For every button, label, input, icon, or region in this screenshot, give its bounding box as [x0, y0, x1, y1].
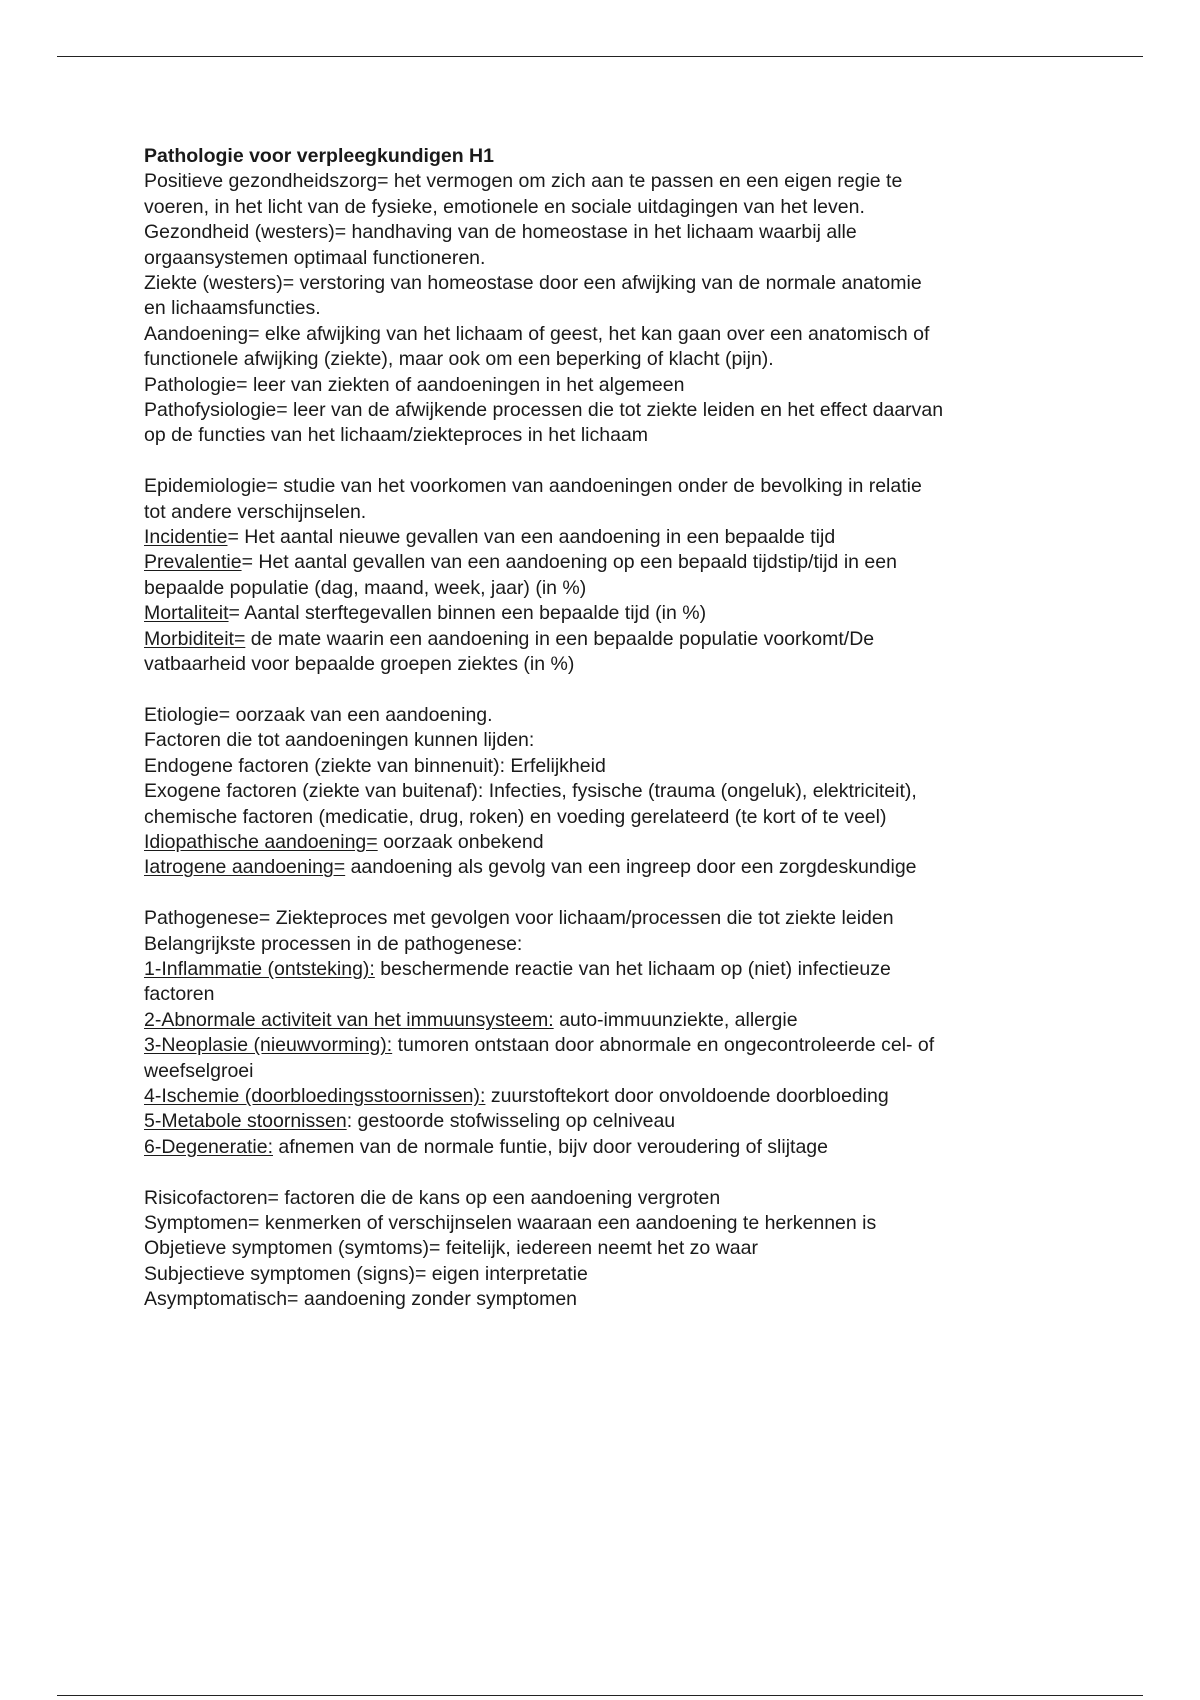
text-line: [144, 474, 1064, 499]
line-text: Symptomen= kenmerken of verschijnselen waaraan een aandoening te herkennen is: [144, 1212, 877, 1234]
text-line: [144, 576, 1064, 601]
text-line: [144, 932, 1064, 957]
line-text: Exogene factoren (ziekte van buitenaf): Infecties, fysische (trauma (ongeluk), elektriciteit),: [144, 780, 917, 803]
text-line: [144, 373, 1064, 398]
line-text: factoren: [144, 983, 215, 1006]
text-line: [144, 627, 1064, 652]
text-line: [144, 754, 1064, 779]
text-line: [144, 1262, 1064, 1287]
paragraph-gap: [144, 1160, 1064, 1185]
text-line: [144, 500, 1064, 525]
line-text: chemische factoren (medicatie, drug, roken) en voeding gerelateerd (te kort of te veel): [144, 805, 887, 828]
paragraph-gap: [144, 678, 1064, 703]
document-title: Pathologie voor verpleegkundigen H1: [144, 145, 494, 167]
footer-rule: [57, 1695, 1143, 1696]
line-text: Objetieve symptomen (symtoms)= feitelijk, iedereen neemt het zo waar: [144, 1237, 758, 1260]
text-line: [144, 906, 1064, 931]
line-text: Ziekte (westers)= verstoring van homeostase door een afwijking van de normale anatomie: [144, 272, 922, 295]
line-text: Pathofysiologie= leer van de afwijkende processen die tot ziekte leiden en het effect daarvan: [144, 399, 944, 422]
line-text: Pathologie= leer van ziekten of aandoeningen in het algemeen: [144, 373, 685, 396]
line-text: Factoren die tot aandoeningen kunnen lijden:: [144, 729, 535, 752]
line-text: oorzaak onbekend: [377, 830, 544, 853]
text-section: [144, 169, 1064, 448]
underlined-term: Incidentie: [144, 526, 228, 549]
line-text: afnemen van de normale funtie, bijv door veroudering of slijtage: [273, 1135, 828, 1158]
line-text: = Het aantal gevallen van een aandoening op een bepaald tijdstip/tijd in een: [241, 551, 897, 574]
text-line: [144, 728, 1064, 753]
line-text: Aandoening= elke afwijking van het lichaam of geest, het kan gaan over een anatomisch of: [144, 322, 930, 345]
line-text: Endogene factoren (ziekte van binnenuit): Erfelijkheid: [144, 754, 606, 777]
line-text: Epidemiologie= studie van het voorkomen van aandoeningen onder de bevolking in relatie: [144, 475, 922, 498]
underlined-term: 2-Abnormale activiteit van het immuunsysteem:: [144, 1008, 554, 1031]
underlined-term: Prevalentie: [144, 551, 242, 574]
text-line: [144, 322, 1064, 347]
line-text: aandoening als gevolg van een ingreep door een zorgdeskundige: [345, 856, 917, 879]
text-line: [144, 1109, 1064, 1134]
line-text: tot andere verschijnselen.: [144, 500, 367, 523]
underlined-term: Mortaliteit: [144, 602, 229, 625]
line-text: en lichaamsfuncties.: [144, 297, 321, 320]
text-line: [144, 652, 1064, 677]
line-text: beschermende reactie van het lichaam op (niet) infectieuze: [374, 957, 891, 980]
line-text: Risicofactoren= factoren die de kans op een aandoening vergroten: [144, 1186, 721, 1209]
paragraph-gap: [144, 881, 1064, 906]
text-line: [144, 423, 1064, 448]
line-text: orgaansystemen optimaal functioneren.: [144, 246, 486, 269]
text-line: [144, 398, 1064, 423]
underlined-term: 3-Neoplasie (nieuwvorming):: [144, 1034, 393, 1057]
underlined-term: 4-Ischemie (doorbloedingsstoornissen):: [144, 1084, 486, 1107]
text-line: [144, 1236, 1064, 1261]
line-text: auto-immuunziekte, allergie: [553, 1008, 798, 1031]
line-text: weefselgroei: [144, 1059, 254, 1082]
line-text: op de functies van het lichaam/ziekteproces in het lichaam: [144, 424, 649, 447]
underlined-term: Morbiditeit=: [144, 627, 246, 650]
text-line: [144, 169, 1064, 194]
text-line: [144, 525, 1064, 550]
line-text: tumoren ontstaan door abnormale en ongecontroleerde cel- of: [392, 1034, 935, 1057]
underlined-term: 6-Degeneratie:: [144, 1135, 273, 1158]
text-line: [144, 220, 1064, 245]
text-line: [144, 982, 1064, 1007]
header-rule: [57, 56, 1143, 57]
text-line: [144, 1033, 1064, 1058]
text-line: [144, 550, 1064, 575]
text-line: [144, 271, 1064, 296]
document-sections: [144, 169, 1064, 1312]
underlined-term: 5-Metabole stoornissen: [144, 1110, 347, 1133]
line-text: bepaalde populatie (dag, maand, week, jaar) (in %): [144, 576, 587, 599]
document-body: [144, 144, 1064, 1313]
line-text: : gestoorde stofwisseling op celniveau: [346, 1110, 676, 1133]
line-text: zuurstoftekort door onvoldoende doorbloeding: [485, 1084, 889, 1107]
line-text: Pathogenese= Ziekteproces met gevolgen voor lichaam/processen die tot ziekte leiden: [144, 907, 894, 930]
text-line: [144, 1059, 1064, 1084]
line-text: vatbaarheid voor bepaalde groepen ziektes (in %): [144, 653, 575, 676]
text-line: [144, 347, 1064, 372]
line-text: de mate waarin een aandoening in een bepaalde populatie voorkomt/De: [245, 627, 875, 650]
line-text: Positieve gezondheidszorg= het vermogen om zich aan te passen en een eigen regie te: [144, 170, 903, 193]
text-line: [144, 1084, 1064, 1109]
text-line: [144, 805, 1064, 830]
text-line: [144, 1211, 1064, 1236]
line-text: Asymptomatisch= aandoening zonder symptomen: [144, 1288, 578, 1311]
line-text: = Aantal sterftegevallen binnen een bepaalde tijd (in %): [228, 602, 707, 625]
text-line: [144, 855, 1064, 880]
text-line: [144, 195, 1064, 220]
line-text: Subjectieve symptomen (signs)= eigen interpretatie: [144, 1262, 588, 1285]
text-section: [144, 703, 1064, 881]
text-line: [144, 1287, 1064, 1312]
text-line: [144, 1135, 1064, 1160]
underlined-term: Idiopathische aandoening=: [144, 830, 378, 853]
line-text: = Het aantal nieuwe gevallen van een aandoening in een bepaalde tijd: [227, 526, 836, 549]
text-line: [144, 779, 1064, 804]
text-line: [144, 830, 1064, 855]
paragraph-gap: [144, 449, 1064, 474]
line-text: Belangrijkste processen in de pathogenese:: [144, 932, 523, 955]
text-section: [144, 1186, 1064, 1313]
underlined-term: Iatrogene aandoening=: [144, 856, 346, 879]
line-text: functionele afwijking (ziekte), maar ook om een beperking of klacht (pijn).: [144, 348, 774, 371]
text-line: [144, 1186, 1064, 1211]
line-text: voeren, in het licht van de fysieke, emotionele en sociale uitdagingen van het leven.: [144, 195, 865, 218]
line-text: Gezondheid (westers)= handhaving van de homeostase in het lichaam waarbij alle: [144, 221, 857, 244]
text-section: [144, 474, 1064, 677]
text-line: [144, 1008, 1064, 1033]
text-line: [144, 601, 1064, 626]
text-line: [144, 957, 1064, 982]
underlined-term: 1-Inflammatie (ontsteking):: [144, 957, 375, 980]
text-line: [144, 296, 1064, 321]
line-text: Etiologie= oorzaak van een aandoening.: [144, 703, 493, 726]
text-line: [144, 703, 1064, 728]
text-section: [144, 906, 1064, 1160]
text-line: [144, 246, 1064, 271]
